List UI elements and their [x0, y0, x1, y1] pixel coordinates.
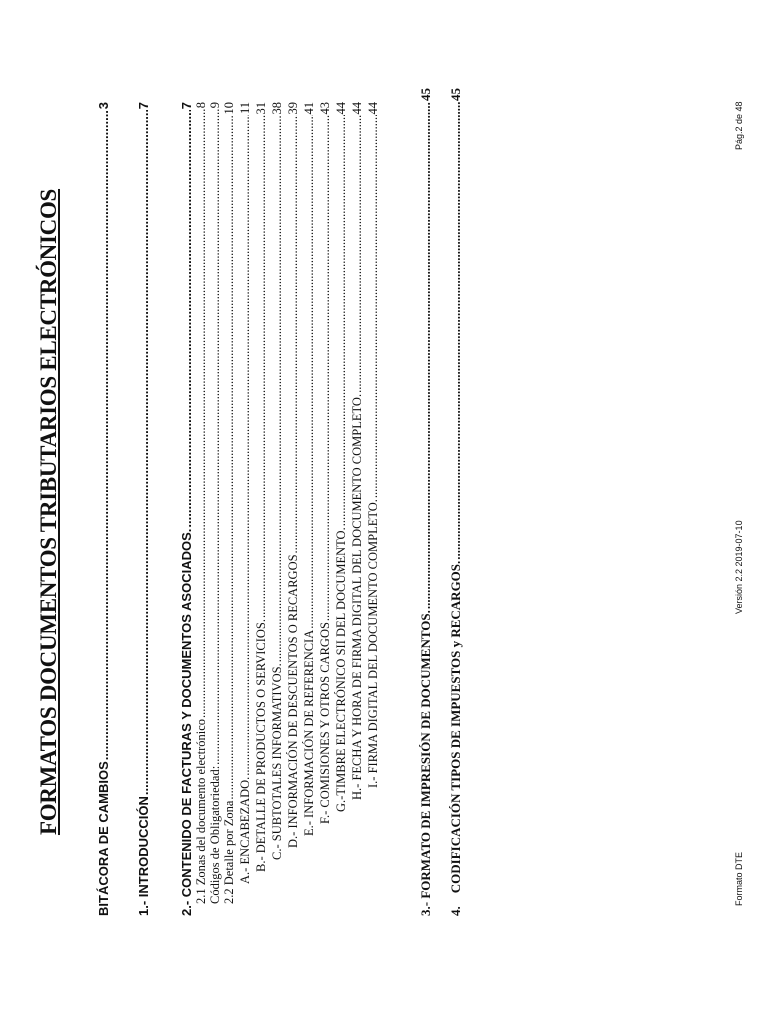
- toc-entry-label: A.- ENCABEZADO.: [238, 776, 252, 884]
- toc-leader-dots: [350, 116, 365, 393]
- toc-entry-label: E.- INFORMACIÓN DE REFERENCIA: [302, 629, 316, 836]
- footer-version: Versión 2.2 2019-07-10: [734, 520, 744, 614]
- toc-entry-fecha-firma[interactable]: [350, 102, 365, 800]
- toc-entry-label: 3.- FORMATO DE IMPRESIÓN DE DOCUMENTOS.: [418, 610, 433, 916]
- toc-entry-detalle[interactable]: [222, 102, 237, 904]
- toc-leader-dots: [222, 116, 237, 800]
- toc-entry-page: 11: [238, 102, 252, 115]
- toc-entry-label: 2.1 Zonas del documento electrónico: [194, 718, 208, 904]
- toc-leader-dots: [208, 109, 223, 765]
- toc-entry-label: G.-TIMBRE ELECTRÓNICO SII DEL DOCUMENTO.: [334, 527, 348, 812]
- toc-leader-dots: [366, 116, 381, 499]
- toc-entry-page: 43: [318, 102, 332, 115]
- toc-entry-page: 3: [96, 102, 111, 110]
- toc-entry-bitacora[interactable]: [96, 102, 111, 916]
- toc-entry-label: B.- DETALLE DE PRODUCTOS O SERVICIOS.: [254, 619, 268, 872]
- toc-entry-page: 31: [254, 102, 268, 115]
- toc-entry-page: 45: [418, 88, 433, 101]
- toc-entry-page: 44: [366, 102, 380, 115]
- toc-entry-page: 9: [208, 102, 222, 109]
- toc-entry-codigos[interactable]: [208, 102, 223, 904]
- toc-leader-dots: [194, 109, 209, 718]
- toc-leader-dots: [254, 116, 269, 619]
- toc-entry-page: 38: [270, 102, 284, 115]
- toc-entry-page: 7: [179, 102, 194, 110]
- toc-entry-comisiones[interactable]: [318, 102, 333, 824]
- document-title: FORMATOS DOCUMENTOS TRIBUTARIOS ELECTRÓNICOS: [36, 188, 61, 836]
- toc-leader-dots: [270, 116, 285, 663]
- toc-entry-label: F.- COMISIONES Y OTROS CARGOS: [318, 622, 332, 824]
- toc-entry-label: 2.2 Detalle por Zona: [222, 800, 236, 904]
- toc-leader-dots: [318, 116, 333, 622]
- toc-leader-dots: [286, 116, 301, 554]
- toc-entry-label: H.- FECHA Y HORA DE FIRMA DIGITAL DEL DOCUMENTO COMPLETO.: [350, 393, 364, 800]
- toc-entry-subtotales[interactable]: [270, 102, 285, 860]
- toc-entry-codificacion[interactable]: [448, 88, 464, 916]
- footer-left: Formato DTE: [734, 851, 744, 906]
- toc-entry-page: 8: [194, 102, 208, 109]
- toc-entry-introduccion[interactable]: [136, 102, 151, 916]
- toc-entry-encabezado[interactable]: [238, 102, 253, 884]
- toc-leader-dots: [334, 116, 349, 527]
- toc-entry-label: D.- INFORMACIÓN DE DESCUENTOS O RECARGOS: [286, 554, 300, 848]
- toc-entry-page: 44: [350, 102, 364, 115]
- toc-leader-dots: [448, 102, 464, 560]
- toc-entry-descuentos[interactable]: [286, 102, 301, 848]
- toc-entry-label: 2.- CONTENIDO DE FACTURAS Y DOCUMENTOS ASOCIADOS.: [179, 528, 194, 916]
- toc-entry-page: 10: [222, 102, 236, 115]
- toc-entry-page: 44: [334, 102, 348, 115]
- toc-entry-page: 41: [302, 102, 316, 115]
- toc-entry-zonas[interactable]: [194, 102, 209, 904]
- toc-entry-label: BITÁCORA DE CAMBIOS: [96, 761, 111, 916]
- toc-entry-referencia[interactable]: [302, 102, 317, 836]
- toc-leader-dots: [302, 116, 317, 629]
- toc-entry-label: I.- FIRMA DIGITAL DEL DOCUMENTO COMPLETO.: [366, 499, 380, 788]
- toc-leader-dots: [418, 102, 434, 609]
- toc-entry-formato-impresion[interactable]: [418, 88, 434, 916]
- toc-leader-dots: [238, 115, 253, 776]
- toc-entry-page: 45: [448, 88, 463, 101]
- toc-entry-label: C.- SUBTOTALES INFORMATIVOS.: [270, 663, 284, 860]
- toc-leader-dots: [136, 110, 151, 795]
- toc-entry-label: Códigos de Obligatoriedad:: [208, 765, 222, 904]
- toc-leader-dots: [179, 110, 194, 527]
- toc-leader-dots: [96, 110, 111, 760]
- toc-entry-label: 1.- INTRODUCCIÓN: [136, 796, 151, 916]
- footer-page-number: Pág.2 de 48: [734, 101, 744, 150]
- toc-entry-timbre[interactable]: [334, 102, 349, 812]
- toc-entry-page: 39: [286, 102, 300, 115]
- toc-entry-contenido[interactable]: [179, 102, 194, 916]
- toc-entry-label: 4. CODIFICACIÓN TIPOS DE IMPUESTOS y RECARGOS.: [448, 560, 463, 916]
- toc-entry-page: 7: [136, 102, 151, 110]
- toc-entry-firma-digital[interactable]: [366, 102, 381, 788]
- toc-entry-detalle-productos[interactable]: [254, 102, 269, 872]
